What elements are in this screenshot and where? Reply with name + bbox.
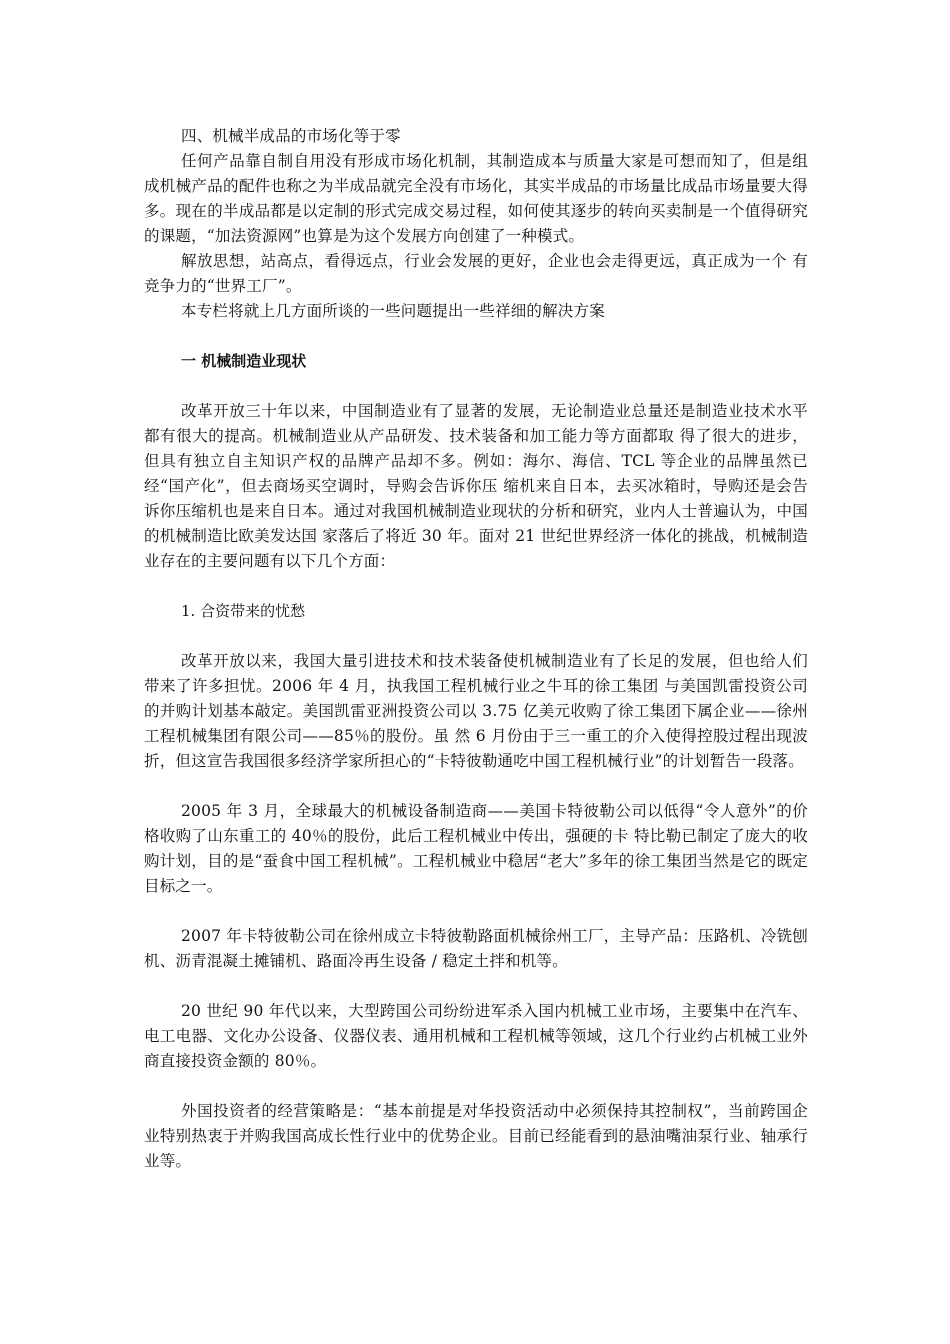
spacer bbox=[144, 574, 808, 599]
sub1-paragraph-4: 20 世纪 90 年代以来，大型跨国公司纷纷进军杀入国内机械工业市场，主要集中在汽车、电工电器、文化办公设备、仪器仪表、通用机械和工程机械等领域，这几个行业约占机械工业外商直接投资金额的 80％。 bbox=[144, 1002, 808, 1070]
spacer bbox=[144, 624, 808, 649]
part1-heading: 一 机械制造业现状 bbox=[181, 352, 307, 370]
sub1-paragraph-3: 2007 年卡特彼勒公司在徐州成立卡特彼勒路面机械徐州工厂，主导产品：压路机、冷铣刨机、沥青混凝土摊铺机、路面冷再生设备 / 稳定土拌和机等。 bbox=[144, 927, 808, 970]
section4-paragraph-1: 任何产品靠自制自用没有形成市场化机制，其制造成本与质量大家是可想而知了，但是组成机械产品的配件也称之为半成品就完全没有市场化，其实半成品的市场量比成品市场量要大得多。现在的半成品都是以定制的形式完成交易过程，如何使其逐步的转向买卖制是一个值得研究的课题，“加法资源网”也算是为这个发展方向创建了一种模式。 bbox=[144, 152, 808, 245]
section4-paragraph-3: 本专栏将就上几方面所谈的一些问题提出一些祥细的解决方案 bbox=[181, 302, 605, 320]
part1-intro: 改革开放三十年以来，中国制造业有了显著的发展，无论制造业总量还是制造业技术水平都有很大的提高。机械制造业从产品研发、技术装备和加工能力等方面都取 得了很大的进步，但具有独立自主知识产权的品牌产品却不多。例如：海尔、海信、TCL 等企业的品牌虽然已经“国产化”，但去商场买空调时，导购会告诉你压 缩机来自日本，去买冰箱时，导购还是会告诉你压缩机也是来自日本。通过对我国机械制造业现状的分析和研究，业内人士普遍认为，中国的机械制造比欧美发达国 家落后了将近 30 年。面对 21 世纪世界经济一体化的挑战，机械制造业存在的主要问题有以下几个方面： bbox=[144, 402, 808, 570]
section4-paragraph-2: 解放思想，站高点，看得远点，行业会发展的更好，企业也会走得更远，真正成为一个 有竞争力的“世界工厂”。 bbox=[144, 252, 808, 295]
section4-heading: 四、机械半成品的市场化等于零 bbox=[181, 127, 401, 145]
document-page bbox=[144, 124, 808, 1174]
spacer bbox=[144, 974, 808, 999]
sub1-heading: 1. 合资带来的忧愁 bbox=[181, 602, 306, 620]
spacer bbox=[144, 899, 808, 924]
spacer bbox=[144, 324, 808, 349]
sub1-paragraph-5: 外国投资者的经营策略是：“基本前提是对华投资活动中必须保持其控制权”，当前跨国企业特别热衷于并购我国高成长性行业中的优势企业。目前已经能看到的悬油嘴油泵行业、轴承行业等。 bbox=[144, 1102, 808, 1170]
spacer bbox=[144, 774, 808, 799]
spacer bbox=[144, 1074, 808, 1099]
sub1-paragraph-1: 改革开放以来，我国大量引进技术和技术装备使机械制造业有了长足的发展，但也给人们带来了许多担忧。2006 年 4 月，执我国工程机械行业之牛耳的徐工集团 与美国凯雷投资公司的并购计划基本敲定。美国凯雷亚洲投资公司以 3.75 亿美元收购了徐工集团下属企业——徐州工程机械集团有限公司——85％的股份。虽 然 6 月份由于三一重工的介入使得控股过程出现波折，但这宣告我国很多经济学家所担心的“卡特彼勒通吃中国工程机械行业”的计划暂告一段落。 bbox=[144, 652, 808, 770]
sub1-paragraph-2: 2005 年 3 月，全球最大的机械设备制造商——美国卡特彼勒公司以低得“令人意外”的价格收购了山东重工的 40％的股份，此后工程机械业中传出，强硬的卡 特比勒已制定了庞大的收购计划，目的是“蚕食中国工程机械”。工程机械业中稳居“老大”多年的徐工集团当然是它的既定目标之一。 bbox=[144, 802, 808, 895]
spacer bbox=[144, 374, 808, 399]
